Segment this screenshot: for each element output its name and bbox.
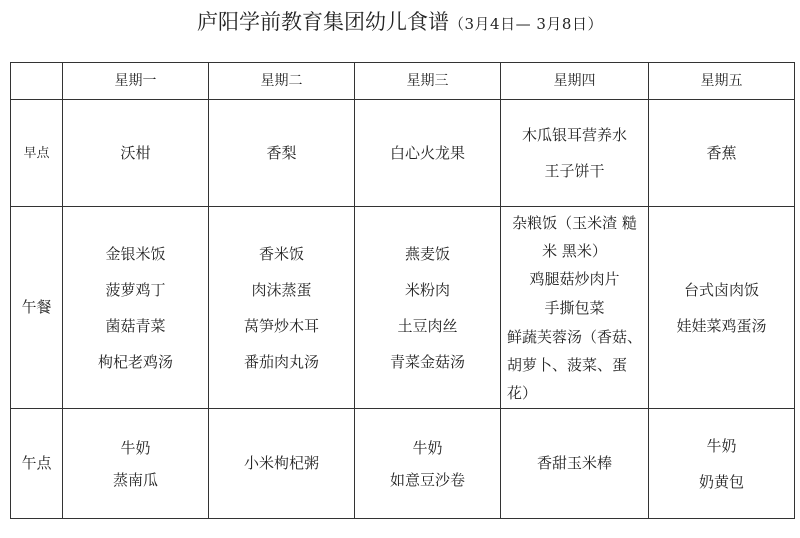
menu-cell: [209, 409, 355, 519]
menu-cell: [209, 207, 355, 409]
dish-item: 青菜金菇汤: [389, 352, 465, 371]
meal-row-afternoon-snack: [11, 409, 795, 519]
meal-label-afternoon-snack: 午点: [11, 409, 63, 519]
dish-item: 台式卤肉饭: [683, 280, 759, 299]
dish-item: 番茄肉丸汤: [243, 352, 319, 371]
dish-item: 枸杞老鸡汤: [97, 352, 173, 371]
dish-item: 牛奶: [706, 436, 737, 455]
dish-item: 小米枸杞粥: [243, 454, 319, 472]
dish-item: 菠萝鸡丁: [105, 280, 166, 299]
day-header-mon: 星期一: [63, 63, 209, 100]
meal-row-lunch: [11, 207, 795, 409]
dish-item: 土豆肉丝: [397, 316, 458, 335]
dish-item: 沃柑: [120, 143, 151, 162]
title-date-range: （3月4日— 3月8日）: [449, 15, 603, 33]
dish-item: 香甜玉米棒: [536, 454, 612, 472]
menu-cell: [649, 409, 795, 519]
dish-item: 鸡腿菇炒肉片: [529, 269, 620, 288]
page-title: [0, 6, 800, 40]
menu-cell: [649, 100, 795, 207]
meal-row-breakfast: [11, 100, 795, 207]
meal-label-lunch: 午餐: [11, 207, 63, 409]
dish-item: 菌菇青菜: [105, 316, 166, 335]
menu-cell: [355, 409, 501, 519]
dish-item: 燕麦饭: [404, 244, 450, 263]
dish-item: 手撕包菜: [544, 298, 605, 317]
dish-item: 金银米饭: [105, 244, 166, 263]
dish-item: 香梨: [266, 143, 297, 162]
dish-item: 王子饼干: [544, 162, 605, 180]
menu-cell: [63, 409, 209, 519]
day-header-tue: 星期二: [209, 63, 355, 100]
dish-item: 牛奶: [412, 438, 443, 457]
menu-cell: [355, 207, 501, 409]
dish-item: 牛奶: [120, 438, 151, 457]
day-header-thu: 星期四: [501, 63, 649, 100]
menu-cell: [63, 100, 209, 207]
menu-cell: [501, 409, 649, 519]
dish-item: 蒸南瓜: [112, 470, 158, 489]
menu-cell: [501, 207, 649, 409]
day-header-fri: 星期五: [649, 63, 795, 100]
dish-item: 如意豆沙卷: [389, 470, 465, 489]
dish-item: 娃娃菜鸡蛋汤: [676, 316, 767, 335]
dish-item: 莴笋炒木耳: [243, 316, 319, 335]
day-header-wed: 星期三: [355, 63, 501, 100]
title-main: 庐阳学前教育集团幼儿食谱: [197, 10, 450, 34]
dish-item: 鲜蔬芙蓉汤（香菇、胡萝卜、菠菜、蛋花）: [507, 327, 643, 402]
dish-item: 米粉肉: [404, 280, 450, 299]
meal-label-breakfast: 早点: [11, 100, 63, 207]
menu-table: [10, 62, 795, 519]
dish-item: 白心火龙果: [389, 143, 465, 162]
dish-item: 肉沫蒸蛋: [251, 280, 312, 299]
dish-item: 杂粮饭（玉米渣 糙米 黑米）: [512, 213, 637, 260]
menu-cell: [63, 207, 209, 409]
dish-item: 木瓜银耳营养水: [521, 126, 627, 144]
menu-cell: [501, 100, 649, 207]
menu-cell: [209, 100, 355, 207]
header-row: [11, 63, 795, 100]
menu-cell: [649, 207, 795, 409]
dish-item: 香米饭: [258, 244, 304, 263]
dish-item: 香蕉: [706, 143, 737, 162]
corner-cell: [11, 63, 63, 100]
dish-item: 奶黄包: [698, 472, 744, 491]
menu-cell: [355, 100, 501, 207]
